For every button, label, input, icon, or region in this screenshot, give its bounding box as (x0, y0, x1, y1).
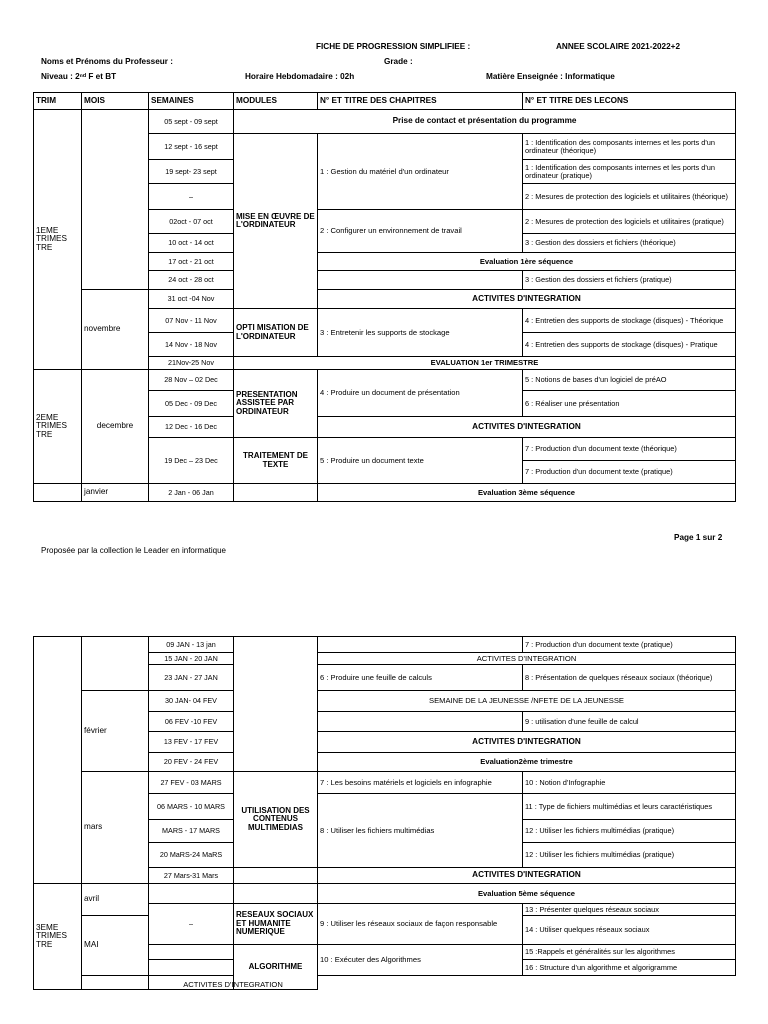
lesson-cell: 12 : Utiliser les fichiers multimédias (pratique) (523, 843, 736, 868)
activites-row: ACTIVITES D'INTEGRATION (318, 290, 736, 309)
module-cell: TRAITEMENT DE TEXTE (234, 438, 318, 484)
annee-scolaire: ANNEE SCOLAIRE 2021-2022+2 (556, 42, 681, 51)
activites-row: ACTIVITES D'INTEGRATION (318, 653, 736, 665)
chapter-cell: 4 : Produire un document de présentation (318, 370, 523, 417)
col-semaines: SEMAINES (149, 93, 234, 110)
module-cell (234, 884, 318, 904)
week-cell: – (149, 904, 234, 945)
professeur-label: Noms et Prénoms du Professeur : (41, 57, 173, 66)
lesson-cell: 11 : Type de fichiers multimédias et leurs caractéristiques (523, 794, 736, 820)
week-cell: MARS - 17 MARS (149, 820, 234, 843)
trimestre-cell (34, 637, 82, 884)
lesson-cell: 14 : Utiliser quelques réseaux sociaux (523, 916, 736, 945)
grade-label: Grade : (384, 57, 413, 66)
mois-cell: février (82, 691, 149, 772)
chapter-cell: 7 : Les besoins matériels et logiciels en infographie (318, 772, 523, 794)
lesson-cell: 1 : Identification des composants internes et les ports d'un ordinateur (pratique) (523, 160, 736, 184)
mois-cell: novembre (82, 290, 149, 370)
lesson-cell: 5 : Notions de bases d'un logiciel de préAO (523, 370, 736, 391)
progression-table-page2 (33, 636, 736, 990)
week-cell: 27 Mars-31 Mars (149, 868, 234, 884)
chapter-cell (318, 271, 523, 290)
lesson-cell: 4 : Entretien des supports de stockage (disques) - Pratique (523, 333, 736, 357)
module-cell: MISE EN ŒUVRE DE L'ORDINATEUR (234, 134, 318, 309)
lesson-cell: 2 : Mesures de protection des logiciels et utilitaires (théorique) (523, 184, 736, 210)
chapter-cell: 2 : Configurer un environnement de travail (318, 210, 523, 253)
chapter-cell: 6 : Produire une feuille de calculs (318, 665, 523, 691)
horaire-label: Horaire Hebdomadaire : 02h (245, 72, 355, 81)
week-cell: 19 sept- 23 sept (149, 160, 234, 184)
week-cell: 31 oct -04 Nov (149, 290, 234, 309)
week-cell: 20 FEV - 24 FEV (149, 753, 234, 772)
week-cell: 05 sept - 09 sept (149, 110, 234, 134)
lesson-cell: 7 : Production d'un document texte (théorique) (523, 438, 736, 461)
week-cell (149, 960, 234, 976)
chapter-cell (318, 712, 523, 732)
proposee-par: Proposée par la collection le Leader en informatique (41, 546, 227, 555)
activites-row: ACTIVITES D'INTEGRATION (318, 417, 736, 438)
chapter-cell: 5 : Produire un document texte (318, 438, 523, 484)
module-cell: UTILISATION DES CONTENUS MULTIMEDIAS (234, 772, 318, 868)
evaluation-row: EVALUATION 1er TRIMESTRE (234, 357, 736, 370)
week-cell: 06 MARS - 10 MARS (149, 794, 234, 820)
chapter-cell: 9 : Utiliser les réseaux sociaux de façon responsable (318, 904, 523, 945)
activites-row: ACTIVITES D'INTEGRATION (318, 732, 736, 753)
week-cell: 21Nov-25 Nov (149, 357, 234, 370)
progression-table-page1 (33, 92, 736, 502)
evaluation-row: Evaluation2ème trimestre (318, 753, 736, 772)
col-trim: TRIM (34, 93, 82, 110)
semaine-jeunesse-row: SEMAINE DE LA JEUNESSE /NFETE DE LA JEUNESSE (318, 691, 736, 712)
lesson-cell: 12 : Utiliser les fichiers multimédias (pratique) (523, 820, 736, 843)
week-cell: 12 sept - 16 sept (149, 134, 234, 160)
week-cell: 13 FEV - 17 FEV (149, 732, 234, 753)
activites-row-partial: ACTIVITES D'INTEGRATION (149, 976, 318, 990)
module-cell: PRESENTATION ASSISTEE PAR ORDINATEUR (234, 370, 318, 438)
chapter-cell: 1 : Gestion du matériel d'un ordinateur (318, 134, 523, 210)
mois-cell: decembre (82, 370, 149, 484)
week-cell: 24 oct - 28 oct (149, 271, 234, 290)
mois-cell: MAI (82, 916, 149, 976)
lesson-cell: 3 : Gestion des dossiers et fichiers (pratique) (523, 271, 736, 290)
page-number: Page 1 sur 2 (674, 533, 723, 542)
week-cell: 09 JAN - 13 jan (149, 637, 234, 653)
lesson-cell: 7 : Production d'un document texte (pratique) (523, 637, 736, 653)
mois-cell: mars (82, 772, 149, 884)
col-modules: MODULES (234, 93, 318, 110)
lesson-cell: 9 : utilisation d'une feuille de calcul (523, 712, 736, 732)
chapter-cell: 8 : Utiliser les fichiers multimédias (318, 794, 523, 868)
lesson-cell: 16 : Structure d'un algorithme et algorigramme (523, 960, 736, 976)
week-cell: 12 Dec - 16 Dec (149, 417, 234, 438)
col-chapitres: N° ET TITRE DES CHAPITRES (318, 93, 523, 110)
week-cell: 17 oct - 21 oct (149, 253, 234, 271)
week-cell (149, 884, 234, 904)
lesson-cell: 7 : Production d'un document texte (pratique) (523, 461, 736, 484)
chapter-cell: 3 : Entretenir les supports de stockage (318, 309, 523, 357)
col-mois: MOIS (82, 93, 149, 110)
week-cell: 20 MaRS-24 MaRS (149, 843, 234, 868)
activites-row: ACTIVITES D'INTEGRATION (318, 868, 736, 884)
lesson-cell: 2 : Mesures de protection des logiciels et utilitaires (pratique) (523, 210, 736, 234)
mois-cell (82, 637, 149, 691)
niveau-label: Niveau : 2ⁿᵈ F et BT (41, 72, 117, 81)
module-cell (234, 637, 318, 772)
mois-cell: avril (82, 884, 149, 916)
week-cell: 14 Nov - 18 Nov (149, 333, 234, 357)
lesson-cell: 1 : Identification des composants internes et les ports d'un ordinateur (théorique) (523, 134, 736, 160)
week-cell: 23 JAN - 27 JAN (149, 665, 234, 691)
trimestre-cell: 2EME TRIMES TRE (34, 370, 82, 484)
evaluation-row: Evaluation 5ème séquence (318, 884, 736, 904)
module-cell: RESEAUX SOCIAUX ET HUMANITE NUMERIQUE (234, 904, 318, 945)
chapter-cell (318, 637, 523, 653)
prise-contact-row: Prise de contact et présentation du programme (234, 110, 736, 134)
trimestre-cell: 1EME TRIMES TRE (34, 110, 82, 370)
col-lecons: N° ET TITRE DES LECONS (523, 93, 736, 110)
lesson-cell: 4 : Entretien des supports de stockage (disques) - Théorique (523, 309, 736, 333)
fiche-title: FICHE DE PROGRESSION SIMPLIFIEE : (316, 42, 471, 51)
week-cell (82, 976, 149, 990)
week-cell: 15 JAN - 20 JAN (149, 653, 234, 665)
lesson-cell: 15 :Rappels et généralités sur les algorithmes (523, 945, 736, 960)
trimestre-cell (34, 484, 82, 502)
evaluation-row: Evaluation 1ère séquence (318, 253, 736, 271)
week-cell: 10 oct - 14 oct (149, 234, 234, 253)
week-cell: 27 FEV - 03 MARS (149, 772, 234, 794)
week-cell: 06 FEV -10 FEV (149, 712, 234, 732)
week-cell (149, 945, 234, 960)
module-cell (234, 484, 318, 502)
mois-cell: janvier (82, 484, 149, 502)
lesson-cell: 3 : Gestion des dossiers et fichiers (théorique) (523, 234, 736, 253)
module-cell: ALGORITHME (234, 945, 318, 990)
week-cell: 02oct - 07 oct (149, 210, 234, 234)
week-cell: 07 Nov - 11 Nov (149, 309, 234, 333)
lesson-cell: 10 : Notion d'Infographie (523, 772, 736, 794)
trimestre-cell: 3EME TRIMES TRE (34, 884, 82, 990)
matiere-label: Matière Enseignée : Informatique (486, 72, 615, 81)
chapter-cell: 10 : Exécuter des Algorithmes (318, 945, 523, 976)
week-cell: 2 Jan - 06 Jan (149, 484, 234, 502)
week-cell: 19 Dec – 23 Dec (149, 438, 234, 484)
evaluation-row: Evaluation 3ème séquence (318, 484, 736, 502)
lesson-cell: 13 : Présenter quelques réseaux sociaux (523, 904, 736, 916)
module-cell: OPTI MISATION DE L'ORDINATEUR (234, 309, 318, 357)
lesson-cell: 6 : Réaliser une présentation (523, 391, 736, 417)
week-cell: 28 Nov – 02 Dec (149, 370, 234, 391)
week-cell: 30 JAN- 04 FEV (149, 691, 234, 712)
week-cell: 05 Dec - 09 Dec (149, 391, 234, 417)
mois-cell (82, 110, 149, 290)
week-cell: – (149, 184, 234, 210)
module-cell (234, 868, 318, 884)
lesson-cell: 8 : Présentation de quelques réseaux sociaux (théorique) (523, 665, 736, 691)
